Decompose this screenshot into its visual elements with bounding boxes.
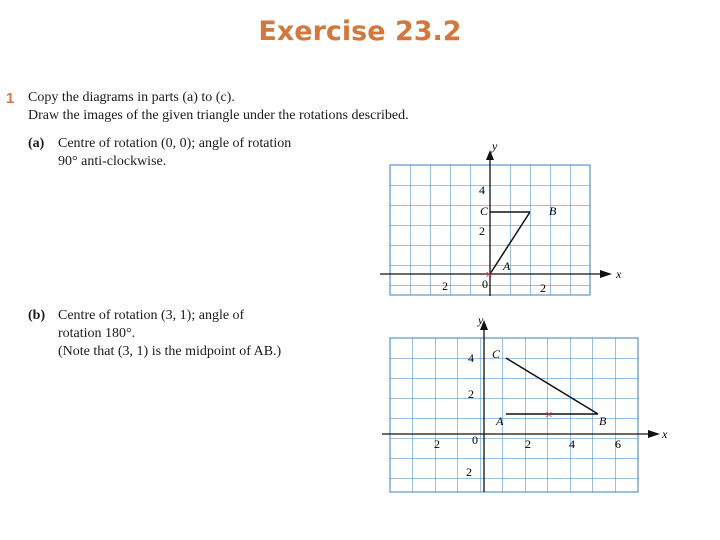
y-tick-a-2: 2 — [479, 224, 485, 238]
x-tick-b-3: 2 — [525, 437, 531, 451]
y-axis-label-b: y — [478, 313, 484, 327]
x-tick-a-1: 2 — [442, 279, 448, 293]
y-tick-b-1: 4 — [468, 351, 474, 365]
y-tick-b-2: 2 — [468, 387, 474, 401]
x-tick-b-5: 6 — [615, 437, 621, 451]
y-tick-b-3: 2 — [466, 465, 472, 479]
part-b-line-2: rotation 180°. — [58, 326, 136, 341]
part-b-label: (b) — [28, 308, 46, 323]
y-tick-a-1: 4 — [479, 183, 485, 197]
x-axis-label-b: x — [662, 427, 668, 441]
point-b-b: B — [599, 414, 607, 428]
x-tick-b-2: 0 — [472, 433, 478, 447]
instruction-line-2: Draw the images of the given triangle under the rotations described. — [28, 108, 409, 123]
point-a-a: A — [503, 259, 511, 273]
x-tick-a-3: 2 — [540, 281, 546, 295]
point-b-a: B — [549, 204, 557, 218]
exercise-title: Exercise 23.2 — [258, 16, 462, 47]
part-b-line-1: Centre of rotation (3, 1); angle of — [58, 308, 245, 323]
point-c-b: C — [492, 347, 501, 361]
x-tick-a-2: 0 — [482, 277, 488, 291]
part-a-line-2: 90° anti-clockwise. — [58, 154, 167, 169]
point-a-b: A — [496, 414, 504, 428]
y-axis-label-a: y — [492, 140, 498, 153]
part-b-line-3: (Note that (3, 1) is the midpoint of AB.) — [58, 344, 282, 359]
centre-marker-b: × — [545, 408, 553, 423]
x-axis-arrow-b — [648, 430, 660, 438]
x-tick-b-4: 4 — [569, 437, 575, 451]
x-tick-b-1: 2 — [434, 437, 440, 451]
x-axis-arrow-a — [600, 270, 612, 278]
diagram-b — [380, 312, 674, 498]
point-c-a: C — [480, 204, 489, 218]
question-number: 1 — [6, 90, 15, 107]
centre-marker-a: × — [485, 268, 493, 283]
diagram-a — [370, 140, 640, 300]
x-axis-label-a: x — [616, 267, 622, 281]
instruction-line-1: Copy the diagrams in parts (a) to (c). — [28, 90, 235, 105]
part-a-label: (a) — [28, 136, 45, 151]
part-a-line-1: Centre of rotation (0, 0); angle of rotation — [58, 136, 292, 151]
